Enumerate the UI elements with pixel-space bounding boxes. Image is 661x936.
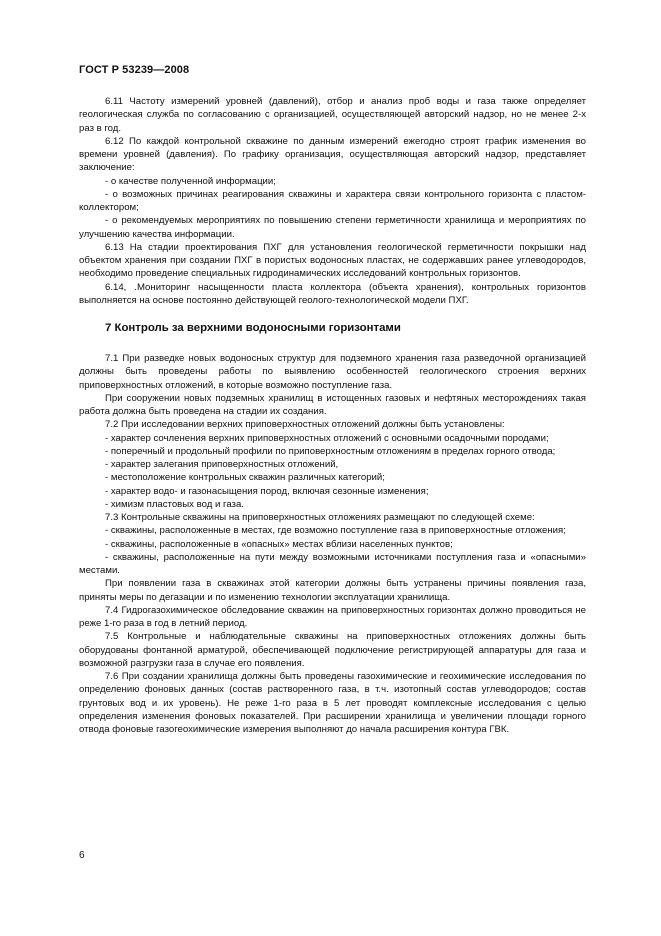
page-number: 6 bbox=[79, 850, 85, 861]
section-6 bbox=[79, 95, 586, 307]
paragraph: 6.13 На стадии проектирования ПХГ для установления геологической герметичности покрышки над объектом хранения при создании ПХГ в пористых водоносных пластах, не содержавших ранее углеводородов, необходимо проведение специальных гидродинамических исследований контрольных горизонтов. bbox=[79, 241, 586, 280]
paragraph: 6.12 По каждой контрольной скважине по данным измерений ежегодно строят график изменения во времени уровней (давления). По графику организация, осуществляющая авторский надзор, представляет заключение: bbox=[79, 135, 586, 174]
paragraph: 7.2 При исследовании верхних приповерхностных отложений должны быть установлены: bbox=[105, 419, 505, 431]
paragraph: - скважины, расположенные в местах, где возможно поступление газа в приповерхностные отложения; bbox=[105, 525, 566, 537]
page-content bbox=[79, 95, 586, 736]
paragraph: - характер залегания приповерхностных отложений, bbox=[105, 459, 339, 470]
section-7-heading: 7 Контроль за верхними водоносными горизонтами bbox=[105, 322, 401, 334]
paragraph: - характер сочленения верхних приповерхностных отложений с основными осадочными породами; bbox=[105, 432, 549, 444]
section-7 bbox=[79, 352, 586, 736]
paragraph: - о рекомендуемых мероприятиях по повышению степени герметичности хранилища и мероприятиях по улучшению качества информации. bbox=[79, 215, 586, 240]
paragraph: - местоположение контрольных скважин различных категорий; bbox=[105, 472, 385, 484]
paragraph: - скважины, расположенные на пути между возможными источниками поступления газа и «опасными» местами. bbox=[79, 551, 586, 576]
paragraph: - скважины, расположенные в «опасных» местах вблизи населенных пунктов; bbox=[105, 538, 453, 550]
paragraph: При сооружении новых подземных хранилищ в истощенных газовых и нефтяных месторождениях такая работа должна быть проведена на стадии их создания. bbox=[79, 392, 586, 417]
paragraph: 7.4 Гидрогазохимическое обследование скважин на приповерхностных горизонтах должно проводиться не реже 1-го раза в год в летний период. bbox=[79, 604, 586, 629]
paragraph: - химизм пластовых вод и газа. bbox=[105, 498, 244, 510]
paragraph: 7.1 При разведке новых водоносных структур для подземного хранения газа разведочной организацией должны быть проведены работы по выявлению особенностей геологического строения верхних приповерхностных отложений, в которые возможно поступление газа. bbox=[79, 353, 586, 391]
paragraph: При появлении газа в скважинах этой категории должны быть устранены причины появления газа, приняты меры по дегазации и по изменению технологии эксплуатации хранилища. bbox=[79, 578, 586, 603]
paragraph: - характер водо- и газонасыщения пород, включая сезонные изменения; bbox=[105, 485, 429, 497]
paragraph: 6.11 Частоту измерений уровней (давлений), отбор и анализ проб воды и газа также определяет геологическая служба по согласованию с организацией, осуществляющей авторский надзор, но не менее 2-х раз в год. bbox=[79, 96, 586, 134]
paragraph: 7.6 При создании хранилища должны быть проведены газохимические и геохимические исследования по определению фоновых данных (состав растворенного газа, в т.ч. изотопный состав углеводородов; состав грунтовых вод и их уровень). Не реже 1-го раза в 5 лет проводят комплексные исследования с целью определения изменения фоновых показателей. При расширении хранилища и увеличении площади горного отвода фоновые газогеохимические измерения выполняют до начала расширения контура ГВК. bbox=[79, 671, 586, 735]
paragraph: 7.3 Контрольные скважины на приповерхностных отложениях размещают по следующей схеме: bbox=[105, 512, 535, 523]
paragraph: - о возможных причинах реагирования скважины и характера связи контрольного горизонта с пластом-коллектором; bbox=[79, 188, 586, 213]
document-header: ГОСТ Р 53239—2008 bbox=[79, 64, 190, 76]
paragraph: - поперечный и продольный профили по приповерхностным отложениям в пределах горного отвода; bbox=[105, 445, 556, 457]
paragraph: - о качестве полученной информации; bbox=[105, 175, 276, 187]
paragraph: 6.14, .Мониторинг насыщенности пласта коллектора (объекта хранения), контрольных горизонтов выполняется на основе постоянно действующей геолого-технологической модели ПХГ. bbox=[79, 281, 586, 306]
paragraph: 7.5 Контрольные и наблюдательные скважины на приповерхностных отложениях должны быть оборудованы фонтанной арматурой, обеспечивающей подключение регистрирующей аппаратуры для газа и возможной разгрузки газа в случае его появления. bbox=[79, 631, 586, 669]
